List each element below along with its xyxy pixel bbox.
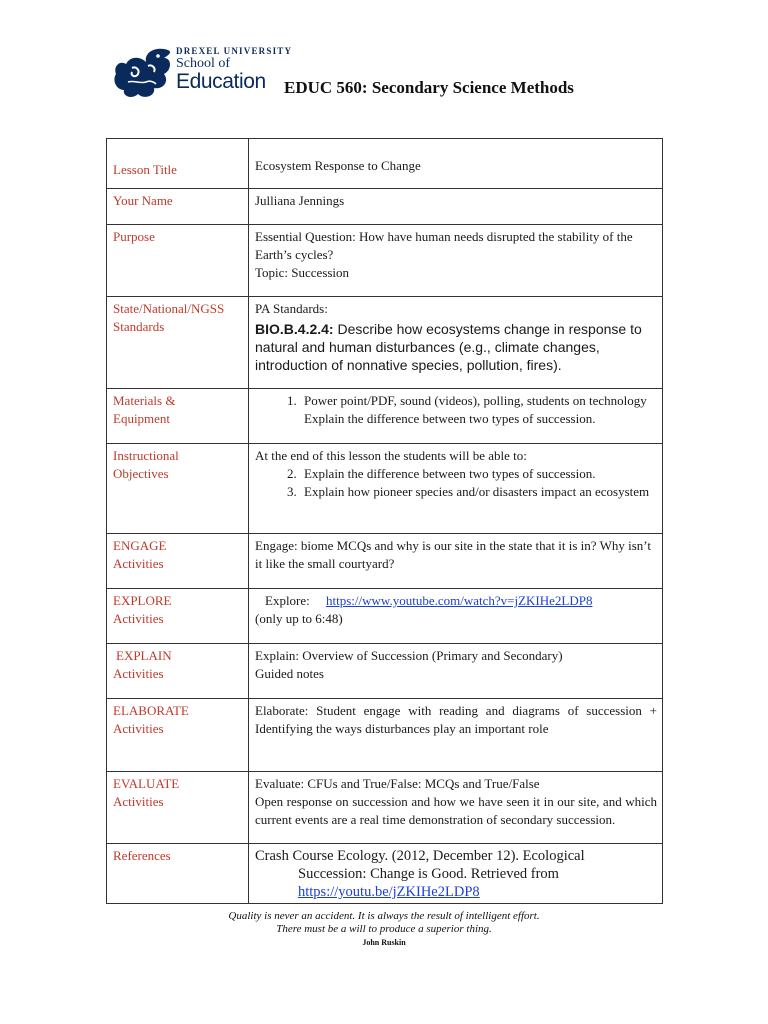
- label-text: Activities: [113, 611, 164, 626]
- reference-link[interactable]: https://youtu.be/jZKIHe2LDP8: [298, 884, 480, 900]
- list-item: 3. Explain how pioneer species and/or disasters impact an ecosystem: [300, 483, 657, 501]
- label-text: Equipment: [113, 411, 171, 426]
- value-text: Ecosystem Response to Change: [255, 158, 421, 173]
- reference-line: Succession: Change is Good. Retrieved from: [298, 866, 559, 882]
- label-text: Your Name: [113, 193, 173, 208]
- label-explain: [107, 644, 249, 699]
- drexel-dragon-logo-icon: [110, 44, 176, 100]
- value-explain: [249, 644, 663, 699]
- label-engage: [107, 534, 249, 589]
- label-elaborate: [107, 699, 249, 772]
- reference-line: Crash Course Ecology. (2012, December 12). Ecological: [255, 848, 585, 864]
- standards-heading: PA Standards:: [255, 301, 328, 316]
- quote-line: There must be a will to produce a superior thing.: [276, 923, 492, 935]
- label-materials: [107, 389, 249, 444]
- value-elaborate: [249, 699, 663, 772]
- label-objectives: [107, 444, 249, 534]
- explore-video-link[interactable]: https://www.youtube.com/watch?v=jZKIHe2LDP8: [326, 593, 593, 608]
- document-header: [110, 44, 670, 104]
- label-explore: [107, 589, 249, 644]
- label-text: Activities: [113, 556, 164, 571]
- label-text: Objectives: [113, 466, 169, 481]
- label-text: Activities: [113, 721, 164, 736]
- label-text: ENGAGE: [113, 538, 167, 553]
- label-text: Activities: [113, 666, 164, 681]
- course-title: EDUC 560: Secondary Science Methods: [284, 78, 574, 97]
- value-standards: [249, 297, 663, 389]
- label-text: EXPLAIN: [116, 648, 172, 663]
- topic: Topic: Succession: [255, 265, 350, 280]
- evaluate-line: Open response on succession and how we have seen it in our site, and which current events are a real time demonstration of secondary succession.: [255, 794, 657, 827]
- label-text: Lesson Title: [113, 162, 177, 177]
- label-lesson-title: [107, 139, 249, 189]
- label-text: References: [113, 848, 171, 863]
- label-text: Activities: [113, 794, 164, 809]
- quote-author: John Ruskin: [362, 938, 406, 947]
- row-your-name: [107, 189, 663, 225]
- elaborate-text: Elaborate: Student engage with reading and diagrams of succession + Identifying the ways disturbances play an important role: [255, 703, 657, 736]
- label-your-name: [107, 189, 249, 225]
- value-purpose: [249, 225, 663, 297]
- row-objectives: [107, 444, 663, 534]
- row-materials: [107, 389, 663, 444]
- education-label: Education: [176, 70, 266, 93]
- value-your-name: [249, 189, 663, 225]
- label-references: [107, 844, 249, 904]
- label-text: ELABORATE: [113, 703, 189, 718]
- row-elaborate: [107, 699, 663, 772]
- label-purpose: [107, 225, 249, 297]
- value-materials: [249, 389, 663, 444]
- explore-note: (only up to 6:48): [255, 611, 343, 626]
- label-text: Standards: [113, 319, 165, 334]
- row-lesson-title: [107, 139, 663, 189]
- value-text: Julliana Jennings: [255, 193, 345, 208]
- essential-question: Essential Question: How have human needs disrupted the stability of the Earth’s cycles?: [255, 229, 633, 262]
- value-explore: [249, 589, 663, 644]
- school-of-label: School of: [176, 56, 231, 71]
- row-references: [107, 844, 663, 904]
- value-lesson-title: [249, 139, 663, 189]
- value-evaluate: [249, 772, 663, 844]
- row-evaluate: [107, 772, 663, 844]
- university-name: DREXEL UNIVERSITY: [176, 46, 293, 56]
- materials-list: [255, 392, 657, 428]
- standard-text: Describe how ecosystems change in response to natural and human disturbances (e.g., climate changes, introduction of nonnative species, pollution, fires).: [255, 321, 642, 373]
- row-explore: [107, 589, 663, 644]
- row-engage: [107, 534, 663, 589]
- label-text: Materials &: [113, 393, 176, 408]
- list-item: 1. Power point/PDF, sound (videos), polling, students on technology Explain the difference between two types of succession.: [300, 392, 657, 428]
- value-engage: [249, 534, 663, 589]
- footer-quote: [0, 910, 768, 949]
- evaluate-line: Evaluate: CFUs and True/False: MCQs and True/False: [255, 776, 540, 791]
- label-text: EXPLORE: [113, 593, 172, 608]
- explain-line: Guided notes: [255, 666, 324, 681]
- value-objectives: [249, 444, 663, 534]
- quote-line: Quality is never an accident. It is always the result of intelligent effort.: [228, 910, 540, 922]
- row-explain: [107, 644, 663, 699]
- value-references: [249, 844, 663, 904]
- explain-line: Explain: Overview of Succession (Primary and Secondary): [255, 648, 563, 663]
- row-purpose: [107, 225, 663, 297]
- label-evaluate: [107, 772, 249, 844]
- label-text: State/National/NGSS: [113, 301, 225, 316]
- explore-prefix: Explore:: [265, 593, 310, 608]
- standard-code: BIO.B.4.2.4:: [255, 321, 334, 337]
- label-standards: [107, 297, 249, 389]
- list-item: 2. Explain the difference between two types of succession.: [300, 465, 657, 483]
- label-text: EVALUATE: [113, 776, 180, 791]
- objectives-intro: At the end of this lesson the students will be able to:: [255, 448, 527, 463]
- row-standards: [107, 297, 663, 389]
- label-text: Instructional: [113, 448, 179, 463]
- standard-description: [255, 320, 657, 374]
- lesson-plan-table: [106, 138, 663, 904]
- objectives-list: [255, 465, 657, 501]
- label-text: Purpose: [113, 229, 155, 244]
- engage-text: Engage: biome MCQs and why is our site in the state that it is in? Why isn’t it like the small courtyard?: [255, 538, 651, 571]
- logo-text: [176, 44, 292, 93]
